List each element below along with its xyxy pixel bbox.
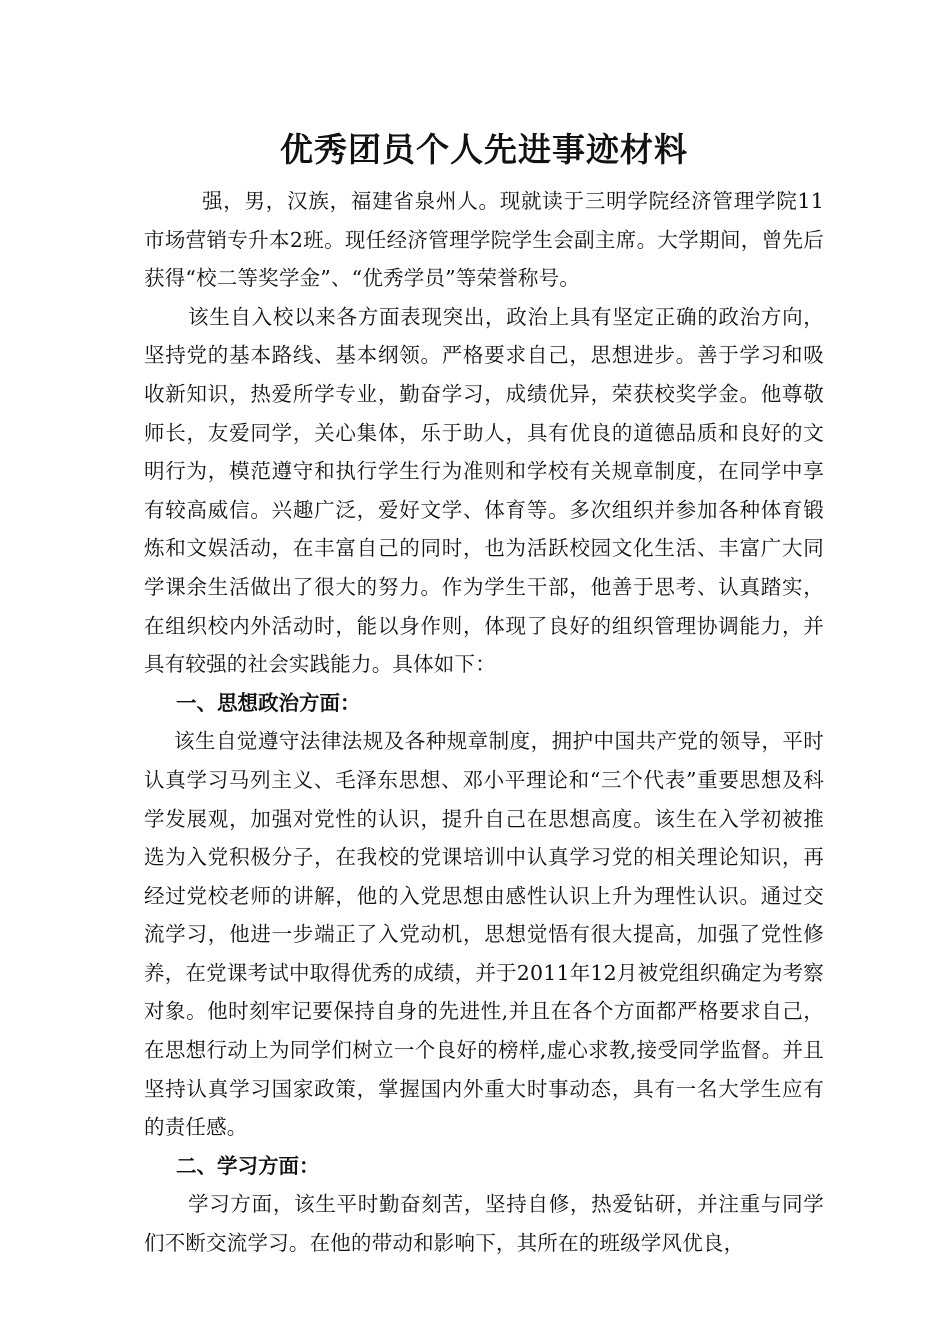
section-heading-study: 二、学习方面： <box>176 1153 320 1178</box>
section-body-political: 该生自觉遵守法律法规及各种规章制度，拥护中国共产党的领导，平时认真学习马列主义、毛泽东思想、邓小平理论和“三个代表”重要思想及科学发展观，加强对党性的认识，提升自己在思想高度。该生在入学初被推选为入党积极分子，在我校的党课培训中认真学习党的相关理论知识，再经过党校老师的讲解，他的入党思想由感性认识上升为理性认识。通过交流学习，他进一步端正了入党动机，思想觉悟有很大提高，加强了党性修养，在党课考试中取得优秀的成绩，并于2011年12月被党组织确定为考察对象。他时刻牢记要保持自身的先进性,并且在各个方面都严格要求自己，在思想行动上为同学们树立一个良好的榜样,虚心求教,接受同学监督。并且坚持认真学习国家政策，掌握国内外重大时事动态，具有一名大学生应有的责任感。 <box>144 729 824 1140</box>
document-title: 优秀团员个人先进事迹材料 <box>280 130 688 169</box>
document-page <box>144 126 824 1263</box>
section-body-study: 学习方面，该生平时勤奋刻苦，坚持自修，热爱钻研，并注重与同学们不断交流学习。在他的带动和影响下，其所在的班级学风优良， <box>144 1192 824 1256</box>
intro-paragraph: 强，男，汉族，福建省泉州人。现就读于三明学院经济管理学院11市场营销专升本2班。现任经济管理学院学生会副主席。大学期间，曾先后获得“校二等奖学金”、“优秀学员”等荣誉称号。 <box>144 189 824 291</box>
section-heading-political: 一、思想政治方面： <box>176 690 361 715</box>
summary-paragraph: 该生自入校以来各方面表现突出，政治上具有坚定正确的政治方向，坚持党的基本路线、基本纲领。严格要求自己，思想进步。善于学习和吸收新知识，热爱所学专业，勤奋学习，成绩优异，荣获校奖学金。他尊敬师长，友爱同学，关心集体，乐于助人，具有优良的道德品质和良好的文明行为，模范遵守和执行学生行为准则和学校有关规章制度，在同学中享有较高威信。兴趣广泛，爱好文学、体育等。多次组织并参加各种体育锻炼和文娱活动，在丰富自己的同时，也为活跃校园文化生活、丰富广大同学课余生活做出了很大的努力。作为学生干部，他善于思考、认真踏实，在组织校内外活动时，能以身作则，体现了良好的组织管理协调能力，并具有较强的社会实践能力。具体如下： <box>144 304 824 677</box>
